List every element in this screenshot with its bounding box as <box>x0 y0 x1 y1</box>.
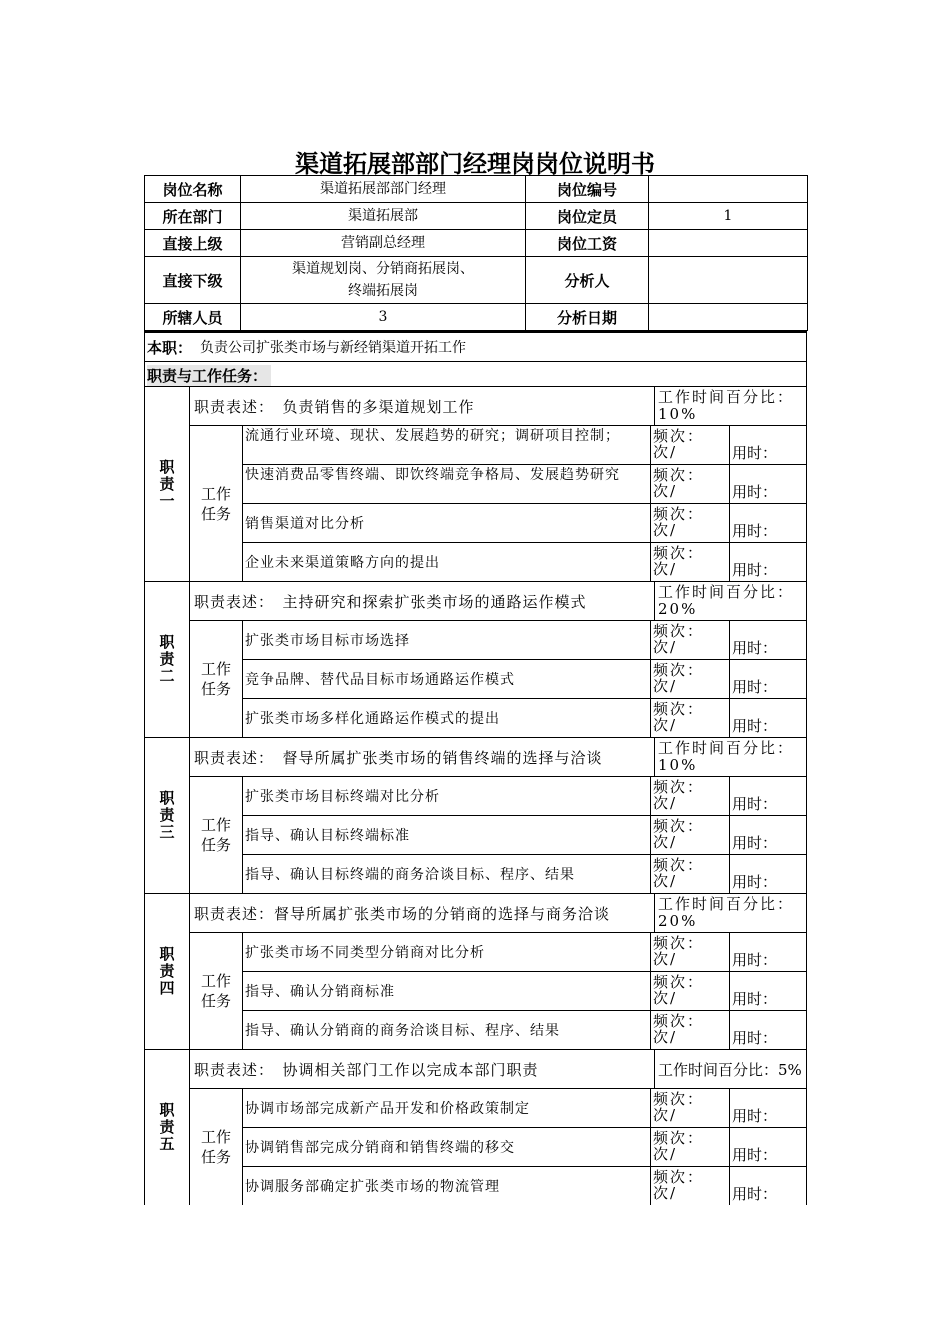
duty-label: 职责二 <box>145 582 190 737</box>
duty-description: 职责表述： 主持研究和探索扩张类市场的通路运作模式 <box>194 592 587 611</box>
job-description-sheet <box>144 175 807 1205</box>
duty-block <box>145 386 806 581</box>
task-row <box>243 816 806 855</box>
post-name-value: 渠道拓展部部门经理 <box>241 176 526 203</box>
task-row <box>243 621 806 660</box>
task-time-used: 用时： <box>729 426 806 464</box>
task-text: 流通行业环境、现状、发展趋势的研究；调研项目控制； <box>245 428 620 444</box>
task-row <box>243 543 806 581</box>
task-row <box>243 777 806 816</box>
task-row <box>243 699 806 737</box>
work-task-heading-text: 工作任务 <box>200 972 231 1010</box>
post-no-value <box>649 176 808 203</box>
duty-description: 职责表述： 负责销售的多渠道规划工作 <box>194 397 475 416</box>
task-frequency: 频次： 次/ <box>650 1128 729 1166</box>
task-text: 指导、确认目标终端标准 <box>245 827 410 844</box>
task-frequency: 频次： 次/ <box>650 543 729 581</box>
subordinate-line-2: 终端拓展岗 <box>348 283 418 299</box>
dept-label: 所在部门 <box>145 203 241 230</box>
staff-label: 所辖人员 <box>145 304 241 331</box>
task-row <box>243 933 806 972</box>
task-list <box>243 621 806 737</box>
work-task-heading-text: 工作任务 <box>200 484 231 523</box>
task-time-used: 用时： <box>729 465 806 503</box>
work-tasks <box>190 777 806 893</box>
work-time-percent: 工作时间百分比：10% <box>654 738 806 776</box>
task-time-used: 用时： <box>729 1167 806 1205</box>
task-frequency: 频次： 次/ <box>650 1011 729 1049</box>
task-time-used: 用时： <box>729 1089 806 1127</box>
quota-label: 岗位定员 <box>526 203 649 230</box>
work-task-heading-text: 工作任务 <box>200 816 231 854</box>
date-value <box>649 304 808 331</box>
superior-label: 直接上级 <box>145 230 241 257</box>
dept-value: 渠道拓展部 <box>241 203 526 230</box>
duty-block <box>145 581 806 737</box>
task-list <box>243 1089 806 1205</box>
task-row <box>243 1128 806 1167</box>
work-tasks <box>190 933 806 1049</box>
subordinate-value <box>241 257 526 304</box>
duty-description-row <box>190 1050 806 1089</box>
work-time-percent: 工作时间百分比：20% <box>654 582 806 620</box>
task-frequency: 频次： 次/ <box>650 1089 729 1127</box>
tasks-header: 职责与工作任务： <box>147 365 271 386</box>
duty-body <box>190 387 806 581</box>
duty-block <box>145 737 806 893</box>
duty-label: 职责一 <box>145 387 190 581</box>
main-duty-text: 负责公司扩张类市场与新经销渠道开拓工作 <box>200 340 467 356</box>
task-row <box>243 855 806 893</box>
duty-description: 职责表述： 协调相关部门工作以完成本部门职责 <box>194 1060 539 1079</box>
duty-list <box>145 386 806 1205</box>
task-time-used: 用时： <box>729 543 806 581</box>
task-frequency: 频次： 次/ <box>650 1167 729 1205</box>
task-text: 企业未来渠道策略方向的提出 <box>245 554 440 571</box>
task-text: 扩张类市场多样化通路运作模式的提出 <box>245 710 500 727</box>
analyst-label: 分析人 <box>526 257 649 304</box>
work-task-heading-text: 工作任务 <box>200 660 231 698</box>
salary-value <box>649 230 808 257</box>
task-row <box>243 1089 806 1128</box>
duty-block <box>145 1049 806 1205</box>
page-title: 渠道拓展部部门经理岗岗位说明书 <box>295 150 655 178</box>
task-row <box>243 972 806 1011</box>
task-time-used: 用时： <box>729 660 806 698</box>
task-time-used: 用时： <box>729 777 806 815</box>
task-row <box>243 426 806 465</box>
basic-info-table <box>144 175 808 331</box>
task-text: 指导、确认目标终端的商务洽谈目标、程序、结果 <box>245 866 575 883</box>
task-text: 指导、确认分销商标准 <box>245 983 395 1000</box>
duty-body <box>190 582 806 737</box>
task-frequency: 频次： 次/ <box>650 465 729 503</box>
work-time-percent: 工作时间百分比：20% <box>654 894 806 932</box>
task-text: 扩张类市场不同类型分销商对比分析 <box>245 944 485 961</box>
task-frequency: 频次： 次/ <box>650 504 729 542</box>
duty-body <box>190 894 806 1049</box>
duty-label: 职责五 <box>145 1050 190 1205</box>
subordinate-line-1: 渠道规划岗、分销商拓展岗、 <box>292 261 474 277</box>
task-text: 协调销售部完成分销商和销售终端的移交 <box>245 1139 515 1156</box>
work-time-percent: 工作时间百分比：5% <box>654 1050 806 1088</box>
task-row <box>243 660 806 699</box>
task-frequency: 频次： 次/ <box>650 660 729 698</box>
task-frequency: 频次： 次/ <box>650 855 729 893</box>
task-time-used: 用时： <box>729 621 806 659</box>
main-duty-row <box>145 331 806 361</box>
task-time-used: 用时： <box>729 933 806 971</box>
post-no-label: 岗位编号 <box>526 176 649 203</box>
task-list <box>243 933 806 1049</box>
task-frequency: 频次： 次/ <box>650 972 729 1010</box>
task-list <box>243 426 806 581</box>
work-task-heading-text: 工作任务 <box>200 1128 231 1166</box>
duties-section <box>144 331 807 1205</box>
duty-label: 职责四 <box>145 894 190 1049</box>
task-row <box>243 504 806 543</box>
date-label: 分析日期 <box>526 304 649 331</box>
duty-body <box>190 738 806 893</box>
task-time-used: 用时： <box>729 504 806 542</box>
post-name-label: 岗位名称 <box>145 176 241 203</box>
task-text: 扩张类市场目标市场选择 <box>245 632 410 649</box>
duty-label: 职责三 <box>145 738 190 893</box>
salary-label: 岗位工资 <box>526 230 649 257</box>
work-time-percent: 工作时间百分比：10% <box>654 387 806 425</box>
task-frequency: 频次： 次/ <box>650 699 729 737</box>
duty-block <box>145 893 806 1049</box>
task-text: 协调服务部确定扩张类市场的物流管理 <box>245 1178 500 1195</box>
task-frequency: 频次： 次/ <box>650 426 729 464</box>
work-task-heading <box>190 426 243 581</box>
task-time-used: 用时： <box>729 699 806 737</box>
task-time-used: 用时： <box>729 1128 806 1166</box>
staff-value: 3 <box>241 304 526 331</box>
tasks-header-row <box>145 361 806 386</box>
duty-body <box>190 1050 806 1205</box>
duty-description-row <box>190 582 806 621</box>
task-text: 协调市场部完成新产品开发和价格政策制定 <box>245 1100 530 1117</box>
work-task-heading <box>190 777 243 893</box>
task-frequency: 频次： 次/ <box>650 777 729 815</box>
task-row <box>243 1167 806 1205</box>
task-time-used: 用时： <box>729 972 806 1010</box>
duty-description-row <box>190 894 806 933</box>
work-task-heading <box>190 621 243 737</box>
superior-value: 营销副总经理 <box>241 230 526 257</box>
duty-description-row <box>190 387 806 426</box>
task-text: 扩张类市场目标终端对比分析 <box>245 788 440 805</box>
task-frequency: 频次： 次/ <box>650 933 729 971</box>
task-text: 指导、确认分销商的商务洽谈目标、程序、结果 <box>245 1022 560 1039</box>
task-frequency: 频次： 次/ <box>650 621 729 659</box>
quota-value: 1 <box>649 203 808 230</box>
task-text: 销售渠道对比分析 <box>245 515 365 532</box>
task-text: 竞争品牌、替代品目标市场通路运作模式 <box>245 671 515 688</box>
task-row <box>243 1011 806 1049</box>
task-frequency: 频次： 次/ <box>650 816 729 854</box>
task-time-used: 用时： <box>729 855 806 893</box>
duty-description: 职责表述： 督导所属扩张类市场的销售终端的选择与洽谈 <box>194 748 603 767</box>
work-tasks <box>190 621 806 737</box>
task-list <box>243 777 806 893</box>
duty-description-row <box>190 738 806 777</box>
subordinate-label: 直接下级 <box>145 257 241 304</box>
work-tasks <box>190 426 806 581</box>
work-task-heading <box>190 933 243 1049</box>
main-duty-label: 本职： <box>147 338 193 357</box>
work-tasks <box>190 1089 806 1205</box>
duty-description: 职责表述：督导所属扩张类市场的分销商的选择与商务洽谈 <box>194 904 611 923</box>
task-time-used: 用时： <box>729 816 806 854</box>
work-task-heading <box>190 1089 243 1205</box>
task-time-used: 用时： <box>729 1011 806 1049</box>
analyst-value <box>649 257 808 304</box>
task-text: 快速消费品零售终端、即饮终端竞争格局、发展趋势研究 <box>245 467 620 483</box>
task-row <box>243 465 806 504</box>
